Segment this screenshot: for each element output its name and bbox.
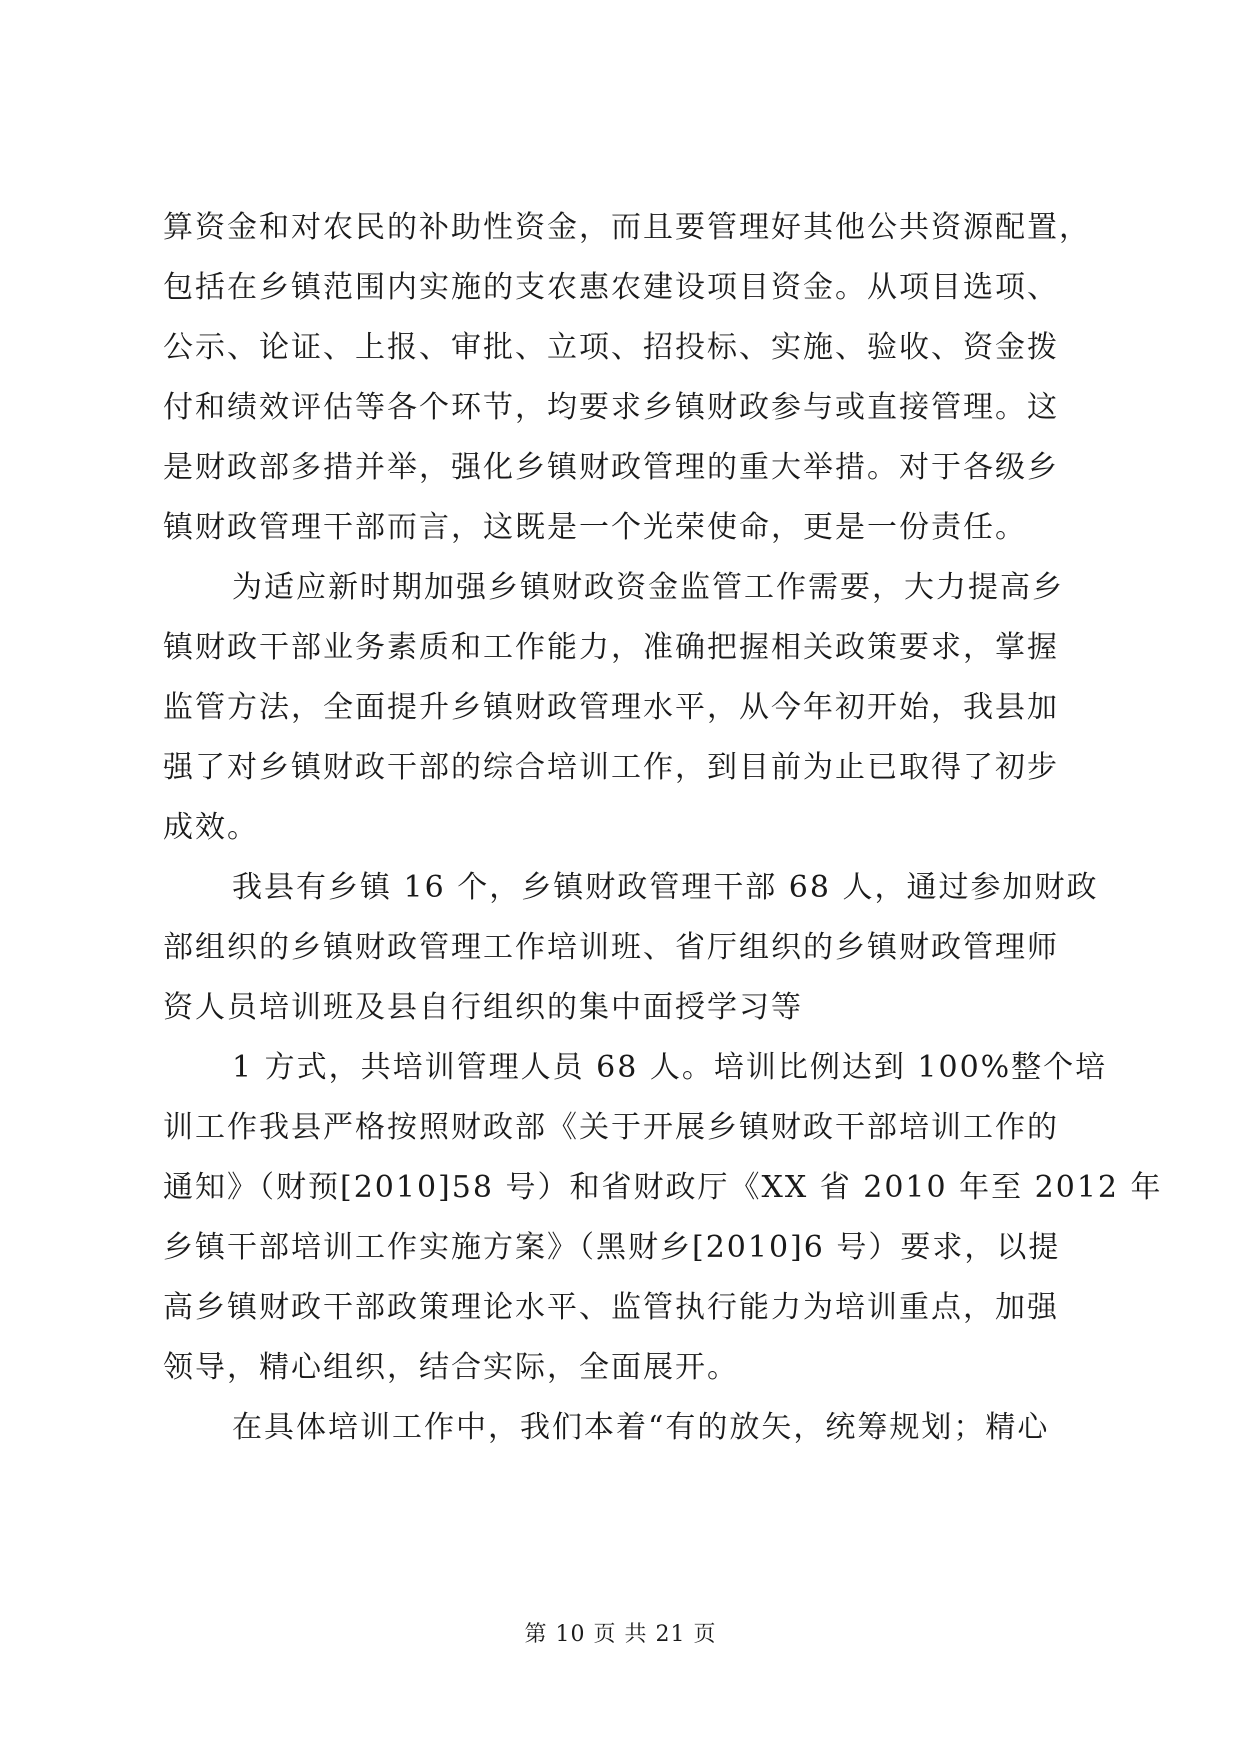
text-line: 高乡镇财政干部政策理论水平、监管执行能力为培训重点，加强 [163, 1290, 1059, 1325]
text-line: 训工作我县严格按照财政部《关于开展乡镇财政干部培训工作的 [163, 1110, 1059, 1145]
text-line: 包括在乡镇范围内实施的支农惠农建设项目资金。从项目选项、 [163, 270, 1059, 305]
paragraph-first-line: 1 方式，共培训管理人员 68 人。培训比例达到 100%整个培 [232, 1050, 1108, 1085]
text-line: 算资金和对农民的补助性资金，而且要管理好其他公共资源配置， [163, 210, 1091, 245]
page-number-footer: 第 10 页 共 21 页 [524, 1622, 717, 1647]
text-line: 镇财政干部业务素质和工作能力，准确把握相关政策要求，掌握 [163, 630, 1059, 665]
text-line: 镇财政管理干部而言，这既是一个光荣使命，更是一份责任。 [163, 510, 1027, 545]
text-line: 部组织的乡镇财政管理工作培训班、省厅组织的乡镇财政管理师 [163, 930, 1059, 965]
paragraph-first-line: 我县有乡镇 16 个，乡镇财政管理干部 68 人，通过参加财政 [232, 870, 1099, 905]
text-line: 付和绩效评估等各个环节，均要求乡镇财政参与或直接管理。这 [163, 390, 1059, 425]
paragraph-first-line: 为适应新时期加强乡镇财政资金监管工作需要，大力提高乡 [232, 570, 1064, 605]
text-line: 成效。 [163, 810, 259, 845]
paragraph-first-line: 在具体培训工作中，我们本着“有的放矢，统筹规划；精心 [232, 1410, 1050, 1445]
text-line: 强了对乡镇财政干部的综合培训工作，到目前为止已取得了初步 [163, 750, 1059, 785]
text-line: 通知》（财预[2010]58 号）和省财政厅《XX 省 2010 年至 2012 年 [163, 1170, 1163, 1205]
text-line: 监管方法，全面提升乡镇财政管理水平，从今年初开始，我县加 [163, 690, 1059, 725]
text-line: 公示、论证、上报、审批、立项、招投标、实施、验收、资金拨 [163, 330, 1059, 365]
text-line: 资人员培训班及县自行组织的集中面授学习等 [163, 990, 803, 1025]
text-line: 乡镇干部培训工作实施方案》（黑财乡[2010]6 号）要求，以提 [163, 1230, 1061, 1265]
text-line: 是财政部多措并举，强化乡镇财政管理的重大举措。对于各级乡 [163, 450, 1059, 485]
text-line: 领导，精心组织，结合实际，全面展开。 [163, 1350, 739, 1385]
